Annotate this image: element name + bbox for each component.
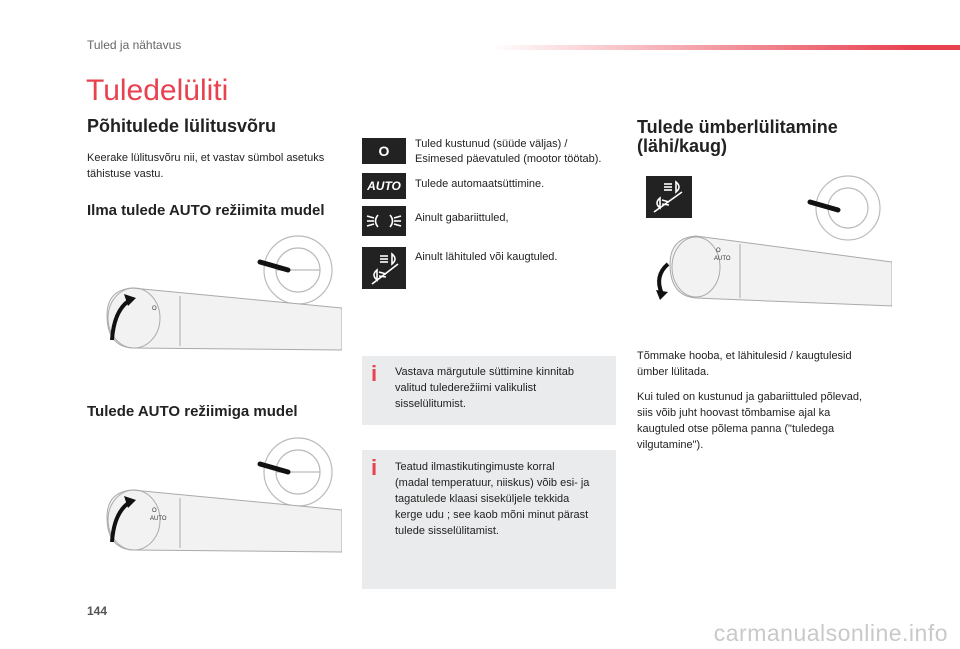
header-accent-bar [490,45,960,50]
subheading-no-auto: Ilma tulede AUTO režiimita mudel [87,202,325,219]
info-box-indicator [362,356,616,425]
lights-off-icon [362,138,406,164]
section-label: Tuled ja nähtavus [87,38,182,52]
right-heading [637,118,838,156]
mode-beam-text: Ainult lähituled või kaugtuled. [415,251,558,263]
auto-lights-icon-label: AUTO [367,179,401,193]
right-p2-line2: siis võib juht hoovast tõmbamise ajal ka [637,407,831,419]
page-number: 144 [87,604,108,618]
info-icon: i [371,361,378,386]
stalk-illustration-auto [92,432,342,567]
subheading-auto: Tulede AUTO režiimiga mudel [87,403,298,420]
right-paragraph-1 [637,348,897,380]
stalk-auto-label: AUTO [714,256,731,262]
right-heading-line2: (lähi/kaug) [637,136,728,156]
stalk-illustration-beam-switch [640,172,892,310]
stalk-o-label: O [716,248,721,254]
info2-line3: tagatulede klaasi siseküljele tekkida [395,493,570,505]
info-box-fog [362,450,616,589]
stalk-o-label: O [152,306,157,312]
right-heading-line1: Tulede ümberlülitamine [637,117,838,137]
stalk-o-label: O [152,508,157,514]
mode-off-text-line2: Esimesed päevatuled (mootor töötab). [415,153,602,165]
stalk-illustration-no-auto [92,230,342,365]
watermark: carmanualsonline.info [713,620,948,646]
page-title: Tuledelüliti [86,74,229,107]
side-lights-icon [362,206,406,236]
info2-line5: tulede sisselülitamist. [395,525,499,537]
stalk-auto-label: AUTO [150,516,167,522]
auto-lights-icon [362,173,406,199]
right-p2-line3: kaugtuled otse põlema panna ("tuledega [637,423,835,435]
mode-off-text [415,137,625,167]
info-icon: i [371,455,378,480]
info2-line1: Teatud ilmastikutingimuste korral [395,461,555,473]
right-p2-line1: Kui tuled on kustunud ja gabariittuled põlevad, [637,391,863,403]
info-text-indicator [395,364,604,412]
mode-side-text: Ainult gabariittuled, [415,212,509,224]
left-heading: Põhitulede lülitusvõru [87,116,277,136]
left-intro: Keerake lülitusvõru nii, et vastav sümbol asetuks tähistuse vastu. [87,152,325,180]
right-p2-line4: vilgutamine"). [637,439,704,451]
mode-auto-text: Tulede automaatsüttimine. [415,178,545,190]
info2-line4: kerge udu ; see kaob mõni minut pärast [395,509,589,521]
info1-line1: Vastava märgutule süttimine kinnitab [395,366,574,378]
lights-off-icon-label: O [378,143,390,159]
info1-line3: sisselülitumist. [395,398,466,410]
mode-off-text-line1: Tuled kustunud (süüde väljas) / [415,138,568,150]
dipped-main-beam-icon [362,247,406,289]
info1-line2: valitud tulederežiimi valikulist [395,382,537,394]
info-text-fog [395,459,604,539]
right-p1-line2: ümber lülitada. [637,366,710,378]
info2-line2: (madal temperatuur, niiskus) võib esi- ja [395,477,590,489]
right-p1-line1: Tõmmake hooba, et lähitulesid / kaugtulesid [637,350,852,362]
right-paragraph-2 [637,389,897,453]
